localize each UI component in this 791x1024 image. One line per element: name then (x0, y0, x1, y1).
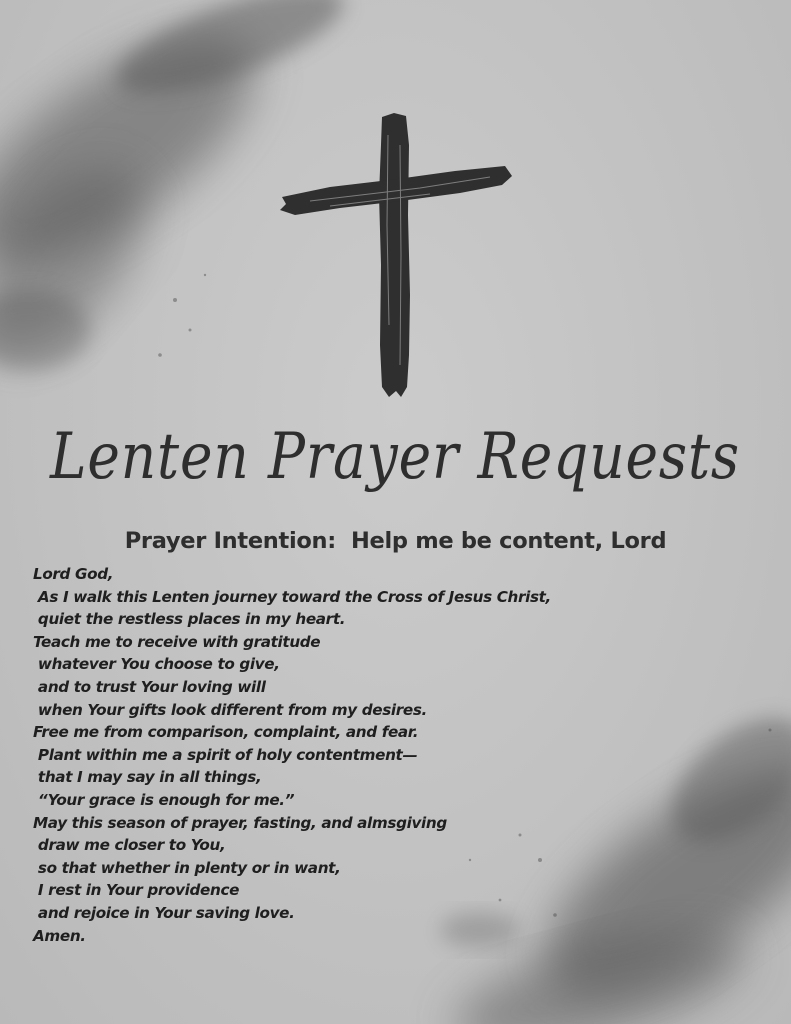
script-title (30, 400, 761, 515)
page-title: Lenten Prayer Requests (49, 420, 740, 494)
prayer-line: Teach me to receive with gratitude (33, 632, 321, 651)
prayer-text (33, 563, 653, 947)
prayer-line: Lord God, (33, 565, 114, 583)
prayer-line: whatever You choose to give, (33, 655, 280, 674)
prayer-line: “Your grace is enough for me.” (33, 790, 295, 809)
prayer-line: May this season of prayer, fasting, and almsgiving (33, 813, 447, 832)
prayer-line: that I may say in all things, (33, 768, 262, 787)
prayer-line: draw me closer to You, (33, 836, 226, 855)
prayer-line: and rejoice in Your saving love. (33, 903, 295, 922)
prayer-intention: Prayer Intention: Help me be content, Lord (124, 528, 667, 554)
prayer-line: I rest in Your providence (33, 881, 240, 900)
prayer-line: when Your gifts look different from my desires. (33, 700, 427, 719)
prayer-line: so that whether in plenty or in want, (33, 858, 341, 877)
prayer-line: and to trust Your loving will (33, 677, 266, 696)
prayer-line: Amen. (33, 926, 86, 945)
prayer-line: quiet the restless places in my heart. (33, 610, 346, 629)
prayer-line: Free me from comparison, complaint, and fear. (33, 723, 419, 742)
prayer-line: As I walk this Lenten journey toward the Cross of Jesus Christ, (33, 587, 551, 606)
prayer-line: Plant within me a spirit of holy contentment— (33, 745, 418, 764)
brushstroke-cross-icon (270, 105, 520, 405)
